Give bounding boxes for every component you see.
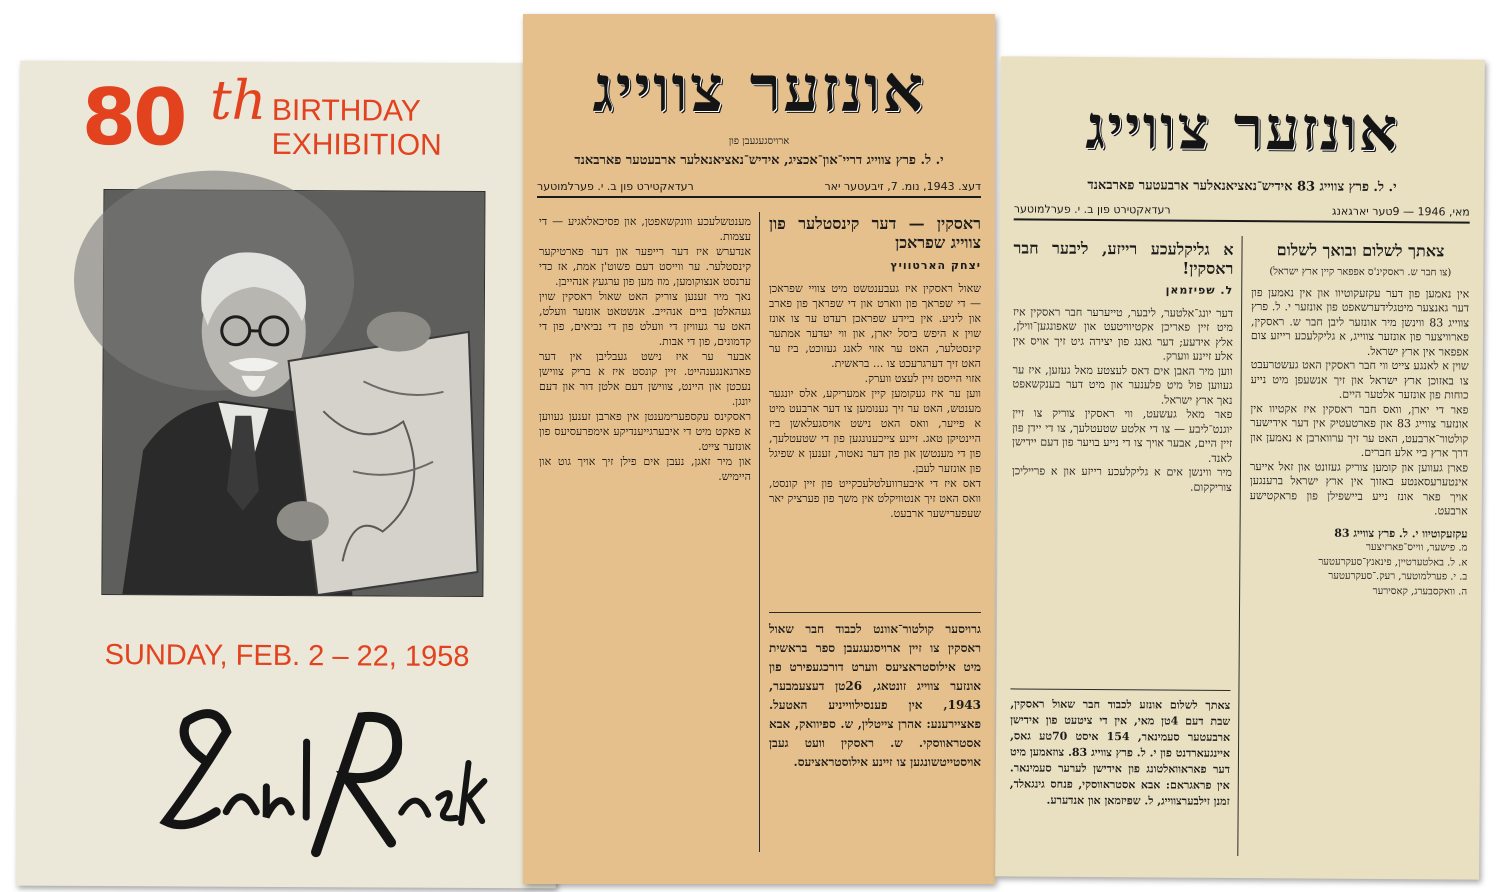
paper1-event-announcement: גרויסער קולטור־אוונט לכבוד חבר שאול ראסקין צו זיין ארויסגעגעבן ספר בראשית מיט אילוסטראציעס ווערט דורכגעפירט פון אונזער צווייג זונטאג, 26טן דעצעמבער, 1943, אין פענסילווייניע האטעל. פאציירענע: אהרן צייטלין, ש. ספיוואק, אבא אסטראווסקי. ש. ראסקין וועט געבן אויסטייטשונגען צו זיינע אילוסטראציעס. (769, 622, 981, 769)
paper2-column-divider (1237, 236, 1242, 856)
exhibition-date: SUNDAY, FEB. 2 – 22, 1958 (104, 639, 470, 673)
paper2-committee-label: עקזעקוטיוו י. ל. פרץ צווייג 83 (1334, 526, 1468, 541)
paper1-subtitle: י. ל. פרץ צווייג דריי־און־אכציג, אידיש־נאציאנאלער ארבעטער פארבאנד (574, 153, 944, 168)
newspaper-1946 (995, 56, 1485, 879)
catalog-heading-line1: BIRTHDAY (271, 93, 421, 128)
paper1-editor: רעדאקטירט פון ב. י. פערלמוטער (537, 180, 694, 193)
catalog-heading-line2: EXHIBITION (271, 127, 442, 162)
paper1-article-body-right: שאול ראסקין איז געבענטשט מיט צוויי שפראכן — די שפראך פון ווארט און די שפראך פון פארב און ליניע. אין ביידע שפראכן רעדט ער צו אונז שוין א היפש ביסל יארן, און ווי יעדער אמתער קינסטלער, האט ער אזוי לאנג געזוכט, ביז ער האט זיך דערגרעכט צו ... בראשית. אזוי הייסט זיין לעצט ווערק. ווען ער איז געקומען קיין אמעריקע, אלס יונגער מענטש, האט ער זיך גענומען צו דער ארבעט מיט א פייער, וואס האט נישט אויסגעלאשן ביז היינטיקן טאג. זיינע צייכענונגען פון די שטעטלעך, פון די מענטשן און פון דער נאטור, זענען א שפיגל פון אונזער לעבן. דאס איז די איבערוועלטלעכקייט פון זיין קונסט, וואס האט זיך אנטוויקלט אין משך פון פערציק יאר שעפערישער ארבעט. (769, 282, 981, 521)
paper1-issue-date: דעצ. 1943, נומ. 7, זיבעטער יאר (824, 180, 981, 193)
catalog-number: 80 (81, 72, 185, 164)
catalog-heading (272, 94, 442, 163)
paper2-committee-list: מ. פישער, ווייס־פארזיצער א. ל. באלטערטיין, פינאנץ־סעקרעטער ב. י. פערלמוטער, רעק.־סעקרעטער ה. וואקסבערג, קאסירער (1318, 542, 1468, 598)
paper1-article-title: ראסקין — דער קינסטלער פון צווייג שפראכן (769, 214, 981, 253)
paper2-issue-date: מאי, 1946 — 9טער יארגאנג (1331, 204, 1470, 219)
paper2-right-title: צאתך לשלום ובואך לשלום (1276, 240, 1445, 261)
paper2-right-body: אין נאמען פון דער עקזעקוטיוו און אין נאמען פון דער גאנצער מיטגלידערשאפט פון אונזער י. ל. פרץ צווייג 83 ווינשן מיר אונזער ליבן חבר ש. ראסקין, פארוויצער פון אונזער צווייג, א גליקלעכע רייזע צום אפפאר אין ארץ ישראל. שוין א לאנגע צייט ווי חבר ראסקין האט געשטרעבט צו באזוכן ארץ ישראל און זיך אנשעפן מיט נייע כוחות פון אונזער אלטער היים. פאר די יארן, וואס חבר ראסקין איז אקטיוו אין אונזער צווייג 83 און פארטעטיק אין דער אידישער קולטור־ארבעט, האט ער זיך ערווארבן א נאמען און דרך ארץ ביי אלע חברים. פארן געווען און קומען צוריק געזונט און זאל אייער אינטערעסאנטע באזוך אין ארץ ישראל ברענגען אויך פאר אונז נייע ביישפילן פון פראקטישע ארבעט. (1246, 285, 1470, 518)
signature-drawing (156, 701, 487, 863)
paper2-article-right-column (1247, 240, 1469, 862)
paper1-dateline (537, 180, 981, 198)
paper2-editor: רעדאקטירט פון ב. י. פערלמוטער (1013, 202, 1171, 217)
paper1-article-body-left: מענטשלעכע ווונקשאפטן, און פסיכאלאגיע — די עצמות. אנדערש איז דער רייפער און דער פארטיקער קינסטלער. ער ווייסט דעם פשוט'ן אמת, אז כדי ערנסט אנצוקומען, מוז מען פון ערגעץ אנהייבן. נאך מיר זענען צוריק האט שאול ראסקין שוין געהאלטן ביים אנהייב. אנשטאט אונזער וועלט, האט ער געוויזן די וועלט פון די נביאים, פון די קדמונים, פון די אבות. אבער ער איז נישט געבליבן אין דער פארגאנגענהייט. זיין קונסט איז א בריק צווישן נעכטן און היינט, צווישן דעם אלטן דור און דעם יונגן. ראסקינס עקספערימענטן אין פארבן זענען געווען א פאקט מיט די איבערגייענדיקע אימפרעסיעס פון אונזער צייט. און מיר זאגן, נעבן אים פילן זיך אויך גוט און היימיש. (539, 215, 751, 483)
paper1-column-divider (759, 212, 760, 852)
paper2-subtitle: י. ל. פרץ צווייג 83 אידיש־נאציאנאלער ארבעטער פארבאנד (1087, 177, 1397, 196)
paper1-article-author: יצחק הארטוויץ (890, 259, 981, 273)
artist-signature (156, 701, 487, 863)
paper2-left-author: ל. שפיזמאן (1165, 283, 1234, 298)
paper1-box-divider (769, 612, 981, 613)
catalog-number-suffix: th (209, 68, 267, 132)
paper1-article-right-column (769, 214, 981, 608)
paper1-article-left-column (539, 214, 751, 854)
artist-portrait-photo (101, 189, 485, 597)
paper2-dateline (1014, 202, 1470, 223)
paper2-box-divider (1010, 688, 1230, 691)
paper2-right-subtitle: (צו חבר ש. ראסקינ'ס אפפאר קיין ארץ ישראל) (1269, 266, 1452, 279)
paper2-left-body: דער יונג־אלטער, ליבער, טייערער חבר ראסקין איז מיט זיין פאריכן אקטיוויטעט און שאפונגען־ווילן, אלץ אידעע; דער גאנג פון יצירה גיט זיך אויס אין אלע זיינע ווערק. ווען מיר האבן אים דאס לעצטע מאל געזען, איז ער געווען פול מיט פלענער און מיט דער בענקשאפט נאך ארץ ישראל. פאר מאל געשעט, ווי ראסקין צוריק צו זיין יוגנט־ליבע — צו די אלטע שטעטלעך, צו די יידן פון זיין היים, אבער אויך צו די נייע בויער פון דעם יידישן לאנד. מיר ווינשן אים א גליקלעכע רייזע און א פרייליכן צוריקקום. (1008, 305, 1234, 494)
paper2-event-announcement: צאתך לשלום אונזע לכבוד חבר שאול ראסקין, שבת דעם 4טן מאי, אין די ציטעט פון אידישן ארבעטער סעמינאר, 154 איסט 70טע גאס, איינגעארדנט פון י. ל. פרץ צווייג 83. צוזאמען מיט דער פאראוואלטונג פון אידישן לערער סעמינאר. אין פראגראם: אבא אסטראווסקי, פנחס גינגאלד, זמנן זילבערצווייג, ל. שפיזמאן און אנדערע. (1009, 697, 1231, 808)
paper2-left-title: א גליקלעכע רייזע, ליבער חבר ראסקין! (1013, 238, 1234, 279)
paper2-masthead: אונזער צווייג (1085, 92, 1400, 166)
paper2-article-left-column (1010, 238, 1233, 685)
portrait-illustration (102, 190, 484, 596)
paper1-masthead: אונזער צווייג (592, 52, 926, 127)
newspaper-1943 (523, 14, 995, 884)
paper1-publisher-small: ארויסגעגעבן פון (728, 136, 790, 147)
exhibition-catalog (16, 61, 560, 889)
